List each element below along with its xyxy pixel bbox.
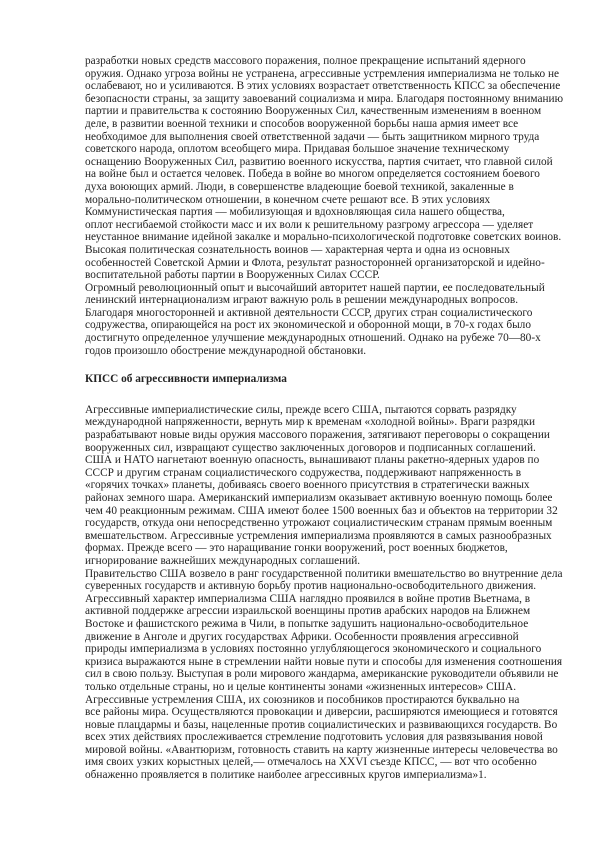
text-line: США и НАТО нагнетают военную опасность, вынашивают планы ракетно-ядерных ударов по (85, 454, 540, 467)
text-line: районах земного шара. Американский империализм оказывает активную военную помощь более (85, 492, 553, 504)
text-line: мировой войны. «Авантюризм, готовность ставить на карту жизненные интересы человечества во (85, 743, 558, 756)
text-line: имя своих узких корыстных целей,— отмечалось на XXVI съезде КПСС, — вот что особенно (85, 756, 537, 769)
text-line: годов произошло обострение международной обстановки. (85, 344, 367, 357)
text-line: вмешательством. Агрессивные устремления империализма проявляются в самых разнообразных (85, 529, 552, 542)
text-line: оснащению Вооруженных Сил, развитию военного искусства, партия считает, что главной силой (85, 155, 553, 168)
text-line: активной поддержке агрессии израильской военщины против арабских народов на Ближнем (85, 605, 531, 618)
text-line: партии и правительства к состоянию Вооруженных Сил, качественным изменениям в военном (85, 105, 542, 118)
text-line: оплот несгибаемой стойкости масс и их воли к решительному разгрому агрессора — уделяет (85, 218, 534, 231)
text-line: особенностей Советской Армии и Флота, результат разносторонней организаторской и идейно- (85, 256, 545, 269)
text-line: оружия. Однако угроза войны не устранена, агрессивные устремления империализма не только не (85, 67, 560, 80)
text-line: Правительство США возвело в ранг государственной политики вмешательство во внутренние дела (85, 567, 563, 580)
text-line: Коммунистическая партия — мобилизующая и вдохновляющая сила нашего общества, (85, 206, 505, 219)
text-line: Востоке и фашистского режима в Чили, в попытке задушить национально-освободительное (85, 617, 529, 630)
text-line: игнорирование важнейших международных соглашений. (85, 554, 361, 567)
paragraph-soviet-defense (85, 55, 564, 357)
paragraph-imperialism-aggression (85, 403, 563, 782)
text-line: неустанное внимание идейной закалке и морально-психологической подготовке советских воинов. (85, 231, 562, 244)
text-line: необходимое для выполнения своей ответственной задачи — быть защитником мирного труда (85, 130, 540, 143)
text-line: ленинский интернационализм играют важную роль в решении международных вопросов. (85, 294, 519, 307)
text-line: всех этих действиях прослеживается стремление подготовить условия для развязывания новой (85, 731, 543, 744)
section-heading: КПСС об агрессивности империализма (85, 373, 287, 386)
text-line: движение в Анголе и других государствах Африки. Особенности проявления агрессивной (85, 630, 519, 643)
text-line: Высокая политическая сознательность воинов — характерная черта и одна из основных (85, 243, 510, 256)
text-line: природы империализма в условиях постоянно углубляющегося экономического и социального (85, 643, 542, 656)
text-line: все районы мира. Осуществляются провокации и диверсии, расширяются имеющиеся и готовятся (85, 706, 558, 719)
text-line: только отдельные страны, но и целые континенты зонами «жизненных интересов» США. (85, 680, 517, 693)
text-line: деле, в развитии военной техники и способов вооруженной борьбы наша армия имеет все (85, 117, 519, 130)
text-line: Агрессивный характер империализма США наглядно проявился в войне против Вьетнама, в (85, 592, 531, 605)
text-line: Огромный революционный опыт и высочайший авторитет нашей партии, ее последовательный (85, 281, 545, 294)
text-line: воспитательной работы партии в Вооруженных Силах СССР. (85, 269, 380, 282)
text-line: морально-политическом отношении, в конечном счете решают все. В этих условиях (85, 193, 491, 206)
text-line: СССР и другим странам социалистического содружества, поддерживают напряженность в (85, 466, 522, 479)
text-line: Агрессивные империалистические силы, прежде всего США, пытаются сорвать разрядку (85, 403, 517, 416)
text-line: обнаженно проявляется в политике наиболее агрессивных кругов империализма»1. (85, 769, 487, 782)
text-line: достигнуто определенное улучшение международных отношений. Однако на рубеже 70—80-х (85, 332, 541, 345)
text-line: суверенных государств и активную борьбу против национально-освободительного движения. (85, 580, 537, 593)
text-line: духа воюющих армий. Люди, в совершенстве владеющие боевой техникой, закаленные в (85, 180, 514, 193)
text-line: содружества, опирающейся на рост их экономической и оборонной мощи, в 70-х годах было (85, 319, 531, 332)
text-line: на войне был и остается человек. Победа в войне во многом определяется состоянием боевого (85, 168, 540, 181)
text-line: чем 40 реакционным режимам. США имеют более 1500 военных баз и объектов на территории 32 (85, 504, 558, 517)
document-page (85, 55, 564, 782)
text-line: вооруженных сил, извращают существо заключенных договоров и подписанных соглашений. (85, 441, 536, 454)
text-line: новые плацдармы и базы, нацеленные против социалистических и развивающихся государств. Во (85, 718, 558, 731)
text-line: Благодаря многосторонней и активной деятельности СССР, других стран социалистического (85, 306, 533, 319)
text-line: «горячих точках» планеты, добиваясь своего военного присутствия в стратегически важных (85, 479, 530, 492)
text-line: международной напряженности, вернуть мир к временам «холодной войны». Враги разрядки (85, 416, 536, 429)
text-line: ослабевают, но и усиливаются. В этих условиях возрастает ответственность КПСС за обеспечение (85, 80, 561, 93)
text-line: сил в свою пользу. Выступая в роли мирового жандарма, американские руководители объявили не (85, 668, 559, 681)
text-line: безопасности страны, за защиту завоеваний социализма и мира. Благодаря постоянному вниманию (85, 92, 564, 105)
text-line: государств, откуда они непосредственно утрожают социалистическим странам прямым военным (85, 517, 553, 530)
text-line: разрабатывают новые виды оружия массового поражения, затягивают переговоры о сокращении (85, 429, 550, 442)
text-line: Агрессивные устремления США, их союзников и пособников простираются буквально на (85, 693, 520, 706)
text-line: формах. Прежде всего — это наращивание гонки вооружений, рост военных бюджетов, (85, 542, 508, 555)
text-line: кризиса выражаются ныне в стремлении найти новые пути и способы для изменения соотношения (85, 655, 563, 668)
text-line: разработки новых средств массового поражения, полное прекращение испытаний ядерного (85, 55, 526, 67)
text-line: советского народа, оплотом всеобщего мира. Придавая большое значение техническому (85, 143, 510, 156)
